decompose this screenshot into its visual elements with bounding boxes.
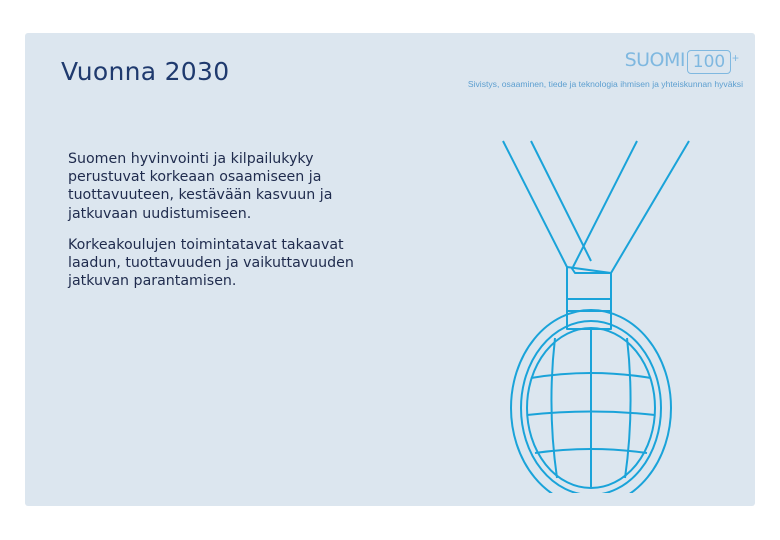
ribbon-right [573,141,689,273]
logo-plus: + [731,51,739,65]
medal-icon [495,133,725,493]
logo-tagline: Sivistys, osaaminen, tiede ja teknologia ihmisen ja yhteiskunnan hyväksi [467,79,743,89]
globe-icon [527,328,655,488]
logo-wordmark: SUOMI [624,49,685,71]
suomi100-logo [467,49,745,93]
slide-body [68,150,388,303]
slide [25,33,755,506]
ribbon-left [503,141,591,267]
paragraph-1: Suomen hyvinvointi ja kilpailukyky perustuvat korkeaan osaamiseen ja tuottavuuteen, kestävään kasvuun ja jatkuvaan uudistumiseen. [68,151,333,222]
slide-title: Vuonna 2030 [61,57,230,86]
paragraph-2: Korkeakoulujen toimintatavat takaavat laadun, tuottavuuden ja vaikuttavuuden jatkuvan parantamisen. [68,236,354,290]
logo-badge: 100 [687,50,731,74]
